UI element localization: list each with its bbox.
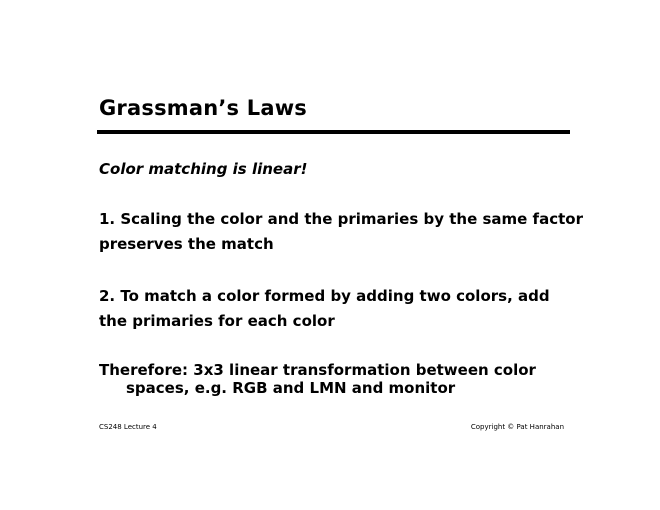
title-divider xyxy=(97,130,570,134)
footer-copyright: Copyright © Pat Hanrahan xyxy=(470,423,564,431)
law-2-line-2: the primaries for each color xyxy=(99,312,335,330)
law-1-paragraph xyxy=(99,207,583,257)
slide-subtitle: Color matching is linear! xyxy=(99,160,308,178)
footer-course-label: CS248 Lecture 4 xyxy=(99,423,157,431)
therefore-line-2: spaces, e.g. RGB and LMN and monitor xyxy=(126,379,456,397)
law-2-paragraph xyxy=(99,284,550,334)
law-1-line-2: preserves the match xyxy=(99,235,274,253)
therefore-paragraph xyxy=(99,361,536,397)
law-1-line-1: 1. Scaling the color and the primaries by the same factor xyxy=(99,210,583,228)
therefore-line-1: Therefore: 3x3 linear transformation between color xyxy=(99,361,536,379)
slide-title: Grassman’s Laws xyxy=(99,96,308,120)
law-2-line-1: 2. To match a color formed by adding two colors, add xyxy=(99,287,550,305)
